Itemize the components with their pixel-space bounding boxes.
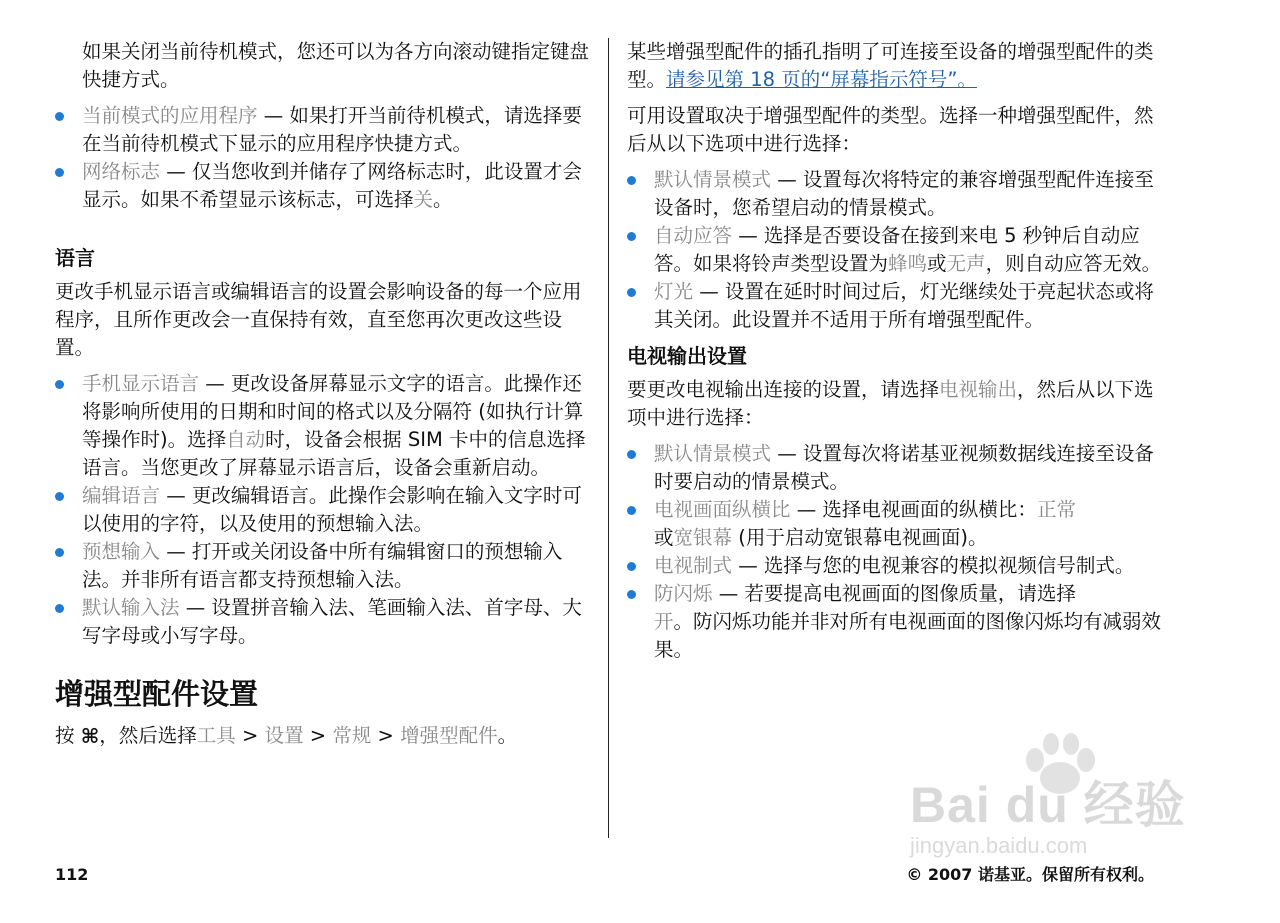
enhancement-intro-2: 可用设置取决于增强型配件的类型。选择一种增强型配件，然后从以下选项中进行选择： bbox=[627, 104, 1154, 155]
bullet-icon bbox=[627, 506, 636, 515]
option-term: 防闪烁 bbox=[654, 582, 713, 605]
copyright: © 2007 诺基亚。保留所有权利。 bbox=[906, 865, 1154, 884]
option-term: 自动应答 bbox=[654, 224, 733, 247]
bullet-icon bbox=[55, 548, 64, 557]
page-number: 112 bbox=[55, 865, 89, 884]
standby-options-list bbox=[55, 102, 600, 214]
baidu-logo-text: Bai du 经验 bbox=[910, 777, 1186, 833]
navigation-path: 按 ⌘，然后选择工具 > 设置 > 常规 > 增强型配件。 bbox=[55, 724, 518, 748]
list-item-current-mode-apps: 当前模式的应用程序 — 如果打开当前待机模式，请选择要在当前待机模式下显示的应用程序快捷方式。 bbox=[55, 102, 600, 158]
option-description: 如果打开当前待机模式，请选择要在当前待机模式下显示的应用程序快捷方式。 bbox=[82, 104, 582, 155]
option-value-normal: 正常 bbox=[1036, 498, 1076, 521]
indicators-link[interactable]: 请参见第 18 页的“屏幕指示符号”。 bbox=[666, 68, 977, 91]
option-description: 更改编辑语言。此操作会影响在输入文字时可以使用的字符，以及使用的预想输入法。 bbox=[82, 484, 582, 535]
path-general: 常规 bbox=[332, 724, 372, 747]
bullet-icon bbox=[55, 168, 64, 177]
accessory-settings-heading: 增强型配件设置 bbox=[55, 677, 259, 711]
option-term: 灯光 bbox=[654, 280, 694, 303]
option-term: 预想输入 bbox=[82, 540, 161, 563]
standby-intro: 如果关闭当前待机模式，您还可以为各方向滚动键指定键盘快捷方式。 bbox=[82, 40, 590, 91]
option-description: 仅当您收到并储存了网络标志时，此设置才会显示。如果不希望显示该标志，可选择 bbox=[82, 160, 582, 211]
path-tools: 工具 bbox=[196, 724, 236, 747]
option-value-auto: 自动 bbox=[226, 428, 266, 451]
list-item-default-profile: 默认情景模式 — 设置每次将特定的兼容增强型配件连接至设备时，您希望启动的情景模式。 bbox=[627, 166, 1167, 222]
tv-out-heading: 电视输出设置 bbox=[627, 344, 747, 368]
option-term: 手机显示语言 bbox=[82, 372, 200, 395]
path-settings: 设置 bbox=[264, 724, 304, 747]
option-term: 电视制式 bbox=[654, 554, 733, 577]
option-value-on: 开 bbox=[654, 610, 674, 633]
bullet-icon bbox=[627, 450, 636, 459]
column-divider bbox=[608, 38, 609, 838]
menu-key-icon: ⌘ bbox=[80, 724, 100, 748]
language-heading: 语言 bbox=[55, 246, 95, 270]
bullet-icon bbox=[627, 288, 636, 297]
list-item-predictive-text: 预想输入 — 打开或关闭设备中所有编辑窗口的预想输入法。并非所有语言都支持预想输入法。 bbox=[55, 538, 600, 594]
option-term: 默认输入法 bbox=[82, 596, 180, 619]
bullet-icon bbox=[55, 112, 64, 121]
watermark-url: jingyan.baidu.com bbox=[910, 833, 1088, 858]
option-term: 网络标志 bbox=[82, 160, 161, 183]
list-item-lights: 灯光 — 设置在延时时间过后，灯光继续处于亮起状态或将其关闭。此设置并不适用于所有增强型配件。 bbox=[627, 278, 1167, 334]
bullet-icon bbox=[627, 232, 636, 241]
option-value-tv-out: 电视输出 bbox=[939, 378, 1018, 401]
list-item-writing-language: 编辑语言 — 更改编辑语言。此操作会影响在输入文字时可以使用的字符，以及使用的预想输入法。 bbox=[55, 482, 600, 538]
option-description: 设置在延时时间过后，灯光继续处于亮起状态或将其关闭。此设置并不适用于所有增强型配件。 bbox=[654, 280, 1154, 331]
option-description: 打开或关闭设备中所有编辑窗口的预想输入法。并非所有语言都支持预想输入法。 bbox=[82, 540, 563, 591]
option-value-off: 关 bbox=[413, 188, 434, 211]
language-options-list bbox=[55, 370, 600, 650]
list-item-aspect-ratio: 电视画面纵横比 — 选择电视画面的纵横比：正常 或宽银幕 (用于启动宽银幕电视画面)。 bbox=[627, 496, 1167, 552]
list-item-auto-answer: 自动应答 — 选择是否要设备在接到来电 5 秒钟后自动应答。如果将铃声类型设置为蜂鸣或无声，则自动应答无效。 bbox=[627, 222, 1167, 278]
list-item-display-language: 手机显示语言 — 更改设备屏幕显示文字的语言。此操作还将影响所使用的日期和时间的格式以及分隔符 (如执行计算等操作时)。选择自动时，设备会根据 SIM 卡中的信息选择语言。当您更改了屏幕显示语言后，设备会重新启动。 bbox=[55, 370, 600, 482]
bullet-icon bbox=[55, 492, 64, 501]
bullet-icon bbox=[55, 604, 64, 613]
bullet-icon bbox=[55, 380, 64, 389]
list-item-tv-system: 电视制式 — 选择与您的电视兼容的模拟视频信号制式。 bbox=[627, 552, 1167, 580]
option-term: 默认情景模式 bbox=[654, 442, 772, 465]
option-value-silent: 无声 bbox=[946, 252, 986, 275]
option-term: 电视画面纵横比 bbox=[654, 498, 791, 521]
tv-options-list bbox=[627, 440, 1167, 664]
path-enhancement: 增强型配件 bbox=[400, 724, 498, 747]
right-column bbox=[627, 38, 1167, 672]
list-item-tv-default-profile: 默认情景模式 — 设置每次将诺基亚视频数据线连接至设备时要启动的情景模式。 bbox=[627, 440, 1167, 496]
enhancement-intro: 某些增强型配件的插孔指明了可连接至设备的增强型配件的类型。请参见第 18 页的“屏幕指示符号”。 bbox=[627, 40, 1154, 91]
language-paragraph: 更改手机显示语言或编辑语言的设置会影响设备的每一个应用程序，且所作更改会一直保持有效，直至您再次更改这些设置。 bbox=[55, 280, 582, 359]
option-description: 设置拼音输入法、笔画输入法、首字母、大写字母或小写字母。 bbox=[82, 596, 582, 647]
bullet-icon bbox=[627, 590, 636, 599]
enhancement-options-list bbox=[627, 166, 1167, 334]
option-term: 编辑语言 bbox=[82, 484, 161, 507]
option-description: 设置每次将诺基亚视频数据线连接至设备时要启动的情景模式。 bbox=[654, 442, 1154, 493]
option-term: 默认情景模式 bbox=[654, 168, 772, 191]
option-value-beep: 蜂鸣 bbox=[888, 252, 928, 275]
bullet-icon bbox=[627, 176, 636, 185]
baidu-watermark bbox=[910, 730, 1210, 870]
list-item-network-logo: 网络标志 — 仅当您收到并储存了网络标志时，此设置才会显示。如果不希望显示该标志，可选择关。 bbox=[55, 158, 600, 214]
option-description: 选择与您的电视兼容的模拟视频信号制式。 bbox=[763, 554, 1135, 577]
list-item-flicker-filter: 防闪烁 — 若要提高电视画面的图像质量，请选择 开。防闪烁功能并非对所有电视画面的图像闪烁均有减弱效果。 bbox=[627, 580, 1167, 664]
bullet-icon bbox=[627, 562, 636, 571]
list-item-default-input: 默认输入法 — 设置拼音输入法、笔画输入法、首字母、大写字母或小写字母。 bbox=[55, 594, 600, 650]
left-column bbox=[55, 38, 600, 750]
option-value-widescreen: 宽银幕 bbox=[673, 526, 733, 549]
option-term: 当前模式的应用程序 bbox=[82, 104, 258, 127]
option-description: 设置每次将特定的兼容增强型配件连接至设备时，您希望启动的情景模式。 bbox=[654, 168, 1154, 219]
tv-out-paragraph: 要更改电视输出连接的设置，请选择电视输出，然后从以下选项中进行选择： bbox=[627, 378, 1154, 429]
